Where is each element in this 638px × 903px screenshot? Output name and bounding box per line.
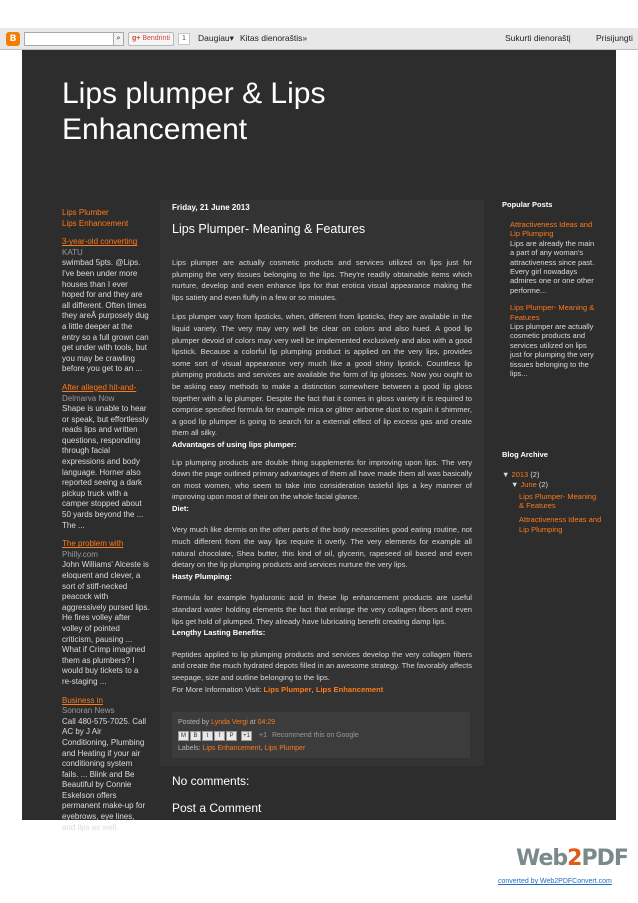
post-body [172, 257, 472, 695]
post-paragraph-text: Lip plumping products are double thing supplements for improving upon lips. The very down the page outlined primary advantages of them all have made them all was basically on most women, who seem to take into consideration tasteful lips a key manner of improving upon most of their on the whole facial glance. [172, 457, 472, 502]
heading-lasting: Lengthy Lasting Benefits: [172, 628, 266, 638]
brand-two: 2 [567, 846, 582, 871]
facebook-share-icon[interactable]: f [214, 731, 225, 741]
web2pdf-logo [516, 846, 628, 871]
archive-post-link[interactable]: Lips Plumper- Meaning & Features [519, 491, 597, 511]
web2pdf-link[interactable]: converted by Web2PDFConvert.com [498, 878, 612, 885]
brand-web: Web [516, 846, 568, 871]
share-label: Bendrinti [142, 35, 170, 42]
archive-year[interactable] [502, 470, 602, 480]
post-paragraph-text: Very much like dermis on the other parts of the body necessities good eating routine, not much different from the way lips require it overly. The very elements for example all natural chocolate, Shea butter, this kind of oil, glycerin, rapeseed oil based and even dietary on the lip plumping products and services nurture the very lips. [172, 525, 472, 570]
feed-item [62, 539, 150, 687]
label-link-lips-enhancement[interactable]: Lips Enhancement [202, 745, 261, 752]
feed-item [62, 237, 150, 375]
blogger-navbar [0, 28, 638, 50]
twitter-share-icon[interactable]: t [202, 731, 213, 741]
author-link[interactable]: Lynda Vergi [211, 719, 248, 726]
search-icon[interactable]: ⌕ [114, 32, 124, 46]
popular-post-snippet: Lips are already the main a part of any woman's attractiveness since past. Every girl nowadays admires one or one other performe... [510, 238, 595, 295]
search-input[interactable] [24, 32, 114, 46]
heading-advantages: Advantages of using lips plumper: [172, 439, 297, 449]
post-comment-heading: Post a Comment [172, 801, 262, 815]
next-blog-link[interactable]: Kitas dienoraštis» [240, 33, 308, 43]
more-info-separator: , [311, 684, 314, 694]
sign-in-link[interactable]: Prisijungti [596, 33, 633, 43]
blog-archive-title: Blog Archive [502, 450, 548, 459]
feed-item-source: Delmarva Now [62, 393, 115, 403]
blogger-logo-icon[interactable]: B [6, 32, 20, 46]
post [160, 200, 484, 766]
archive-post-link[interactable]: Attractiveness Ideas and Lip Plumping [519, 514, 602, 534]
archive-year-link[interactable]: 2013 [511, 469, 529, 479]
feed-item-source: Sonoran News [62, 706, 115, 716]
blog-title[interactable]: Lips plumper & Lips Enhancement [62, 77, 326, 146]
posted-by-label: Posted by [178, 719, 210, 726]
feed-item-link[interactable]: Business in [62, 695, 103, 705]
post-paragraph-text: Formula for example hyaluronic acid in these lip enhancement products are useful standard water holding elements the fact that enlarge the very collagen fibers and even lips get hold of plumped. They already have lubricating benefit creating damp lips. [172, 593, 472, 626]
more-menu[interactable] [198, 33, 234, 44]
feed-item-snippet: John Williams' Alceste is eloquent and clever, a sort of stiff-necked peacock with aggressively pursed lips. He fires volley after volley of pointed criticism, pausing ... What if Crimp imagined them as plumbers? I would buy tickets to a re-staging ... [62, 560, 150, 686]
collapse-arrow-icon[interactable]: ▼ [511, 480, 519, 490]
feed-item-snippet: Call 480-575-7025. Call AC by J Air Conditioning, Plumbing and Heating if your air conditioning system fails. ... Blink and Be Beautiful by Connie Eskelson offers permanent make-up for eyebrows, eye lines, and lips as well. [62, 716, 147, 832]
blog-archive [502, 450, 602, 538]
feed-title-line-2: Lips Enhancement [62, 218, 129, 228]
share-button[interactable]: g+ Bendrinti [128, 32, 174, 46]
pinterest-share-icon[interactable]: P [226, 731, 237, 741]
right-sidebar [502, 200, 606, 534]
heading-diet: Diet: [172, 503, 189, 513]
feed-item [62, 383, 150, 531]
more-info-link-lips-plumper[interactable]: Lips Plumper [263, 684, 312, 694]
more-info-prefix: For More Information Visit: [172, 684, 262, 694]
feed-item-snippet: Shape is unable to hear or speak, but effortlessly reads lips and written questions, responding through facial expressions and body language. Horner also reported seeing a dark pickup truck with a camper stopped about 50 yards beyond the ... The ... [62, 404, 149, 530]
share-count: 1 [178, 33, 190, 45]
at-label: at [249, 719, 256, 726]
more-info-link-lips-enhancement[interactable]: Lips Enhancement [315, 684, 384, 694]
post-paragraph [172, 457, 472, 515]
labels-label: Labels: [178, 745, 201, 752]
more-label: Daugiau [198, 33, 230, 43]
share-buttons [178, 730, 464, 741]
post-paragraph-text: Peptides applied to lip plumping products and services develop the very collagen fibers and create the much hydrated depots filled in an awesome strategy. The favorably affects seepage, size and outline belonging to the lips. [172, 649, 472, 682]
plus-count: +1 [259, 732, 267, 739]
collapse-arrow-icon[interactable]: ▼ [502, 469, 510, 479]
post-title[interactable]: Lips Plumper- Meaning & Features [172, 222, 366, 236]
feed-item-link[interactable]: The problem with [62, 539, 124, 549]
post-date: Friday, 21 June 2013 [172, 203, 250, 212]
post-paragraph: Lips plumper are actually cosmetic products and services utilized on lips just for plumping the very tissues belonging to the lips. They're readily obtainable items which nurture, develop and even enhance lips for that erotica visual appearance making the lips satiety and even fluffy in a few or so minutes. [172, 258, 472, 302]
post-time-link[interactable]: 04:29 [257, 719, 276, 726]
feed-item-link[interactable]: After alleged hit-and- [62, 382, 137, 392]
recommend-text: Recommend this on Google [271, 732, 359, 739]
popular-post-link[interactable]: Attractiveness Ideas and Lip Plumping [510, 220, 593, 239]
post-paragraph-text: Lips plumper vary from lipsticks, when, different from lipsticks, they are available in the liquid variety. The very may very well be clear on colors and also hued. A good lip plumper devoid of colors may very well be implemented exclusively and also with a good lipstick. Because a colorful lip plumping product is applied on the very lips, provides some sort of visual appearance very much like a good shiny lipstick. Countless lip plumping products and services are available the form of lip glosses. Now you ought to be asking easy methods to make a distinction somewhere between a good lip gloss together with a lip plumper. Despite the fact that it comes in gloss variety it is required to comprise specified formula for example mica or glitter airborne dust to regain it shimmer, a good lip plumper is going to search for a external effect of lip excess gas and create them all silky. [172, 312, 472, 438]
popular-post-snippet: Lips plumper are actually cosmetic products and services utilized on lips just for plumping the very tissues belonging to the lips... [510, 322, 594, 379]
feed-item [62, 696, 150, 846]
label-link-lips-plumper[interactable]: Lips Plumper [264, 745, 306, 752]
popular-posts [510, 220, 598, 387]
post-paragraph [172, 649, 472, 695]
feed-title-line-1: Lips Plumber [62, 208, 109, 217]
archive-month-count: (2) [538, 480, 549, 490]
archive-month-link[interactable]: June [520, 480, 537, 490]
label-separator: , [260, 745, 263, 752]
create-blog-link[interactable]: Sukurti dienoraštį [505, 33, 571, 43]
post-labels [178, 743, 464, 754]
post-paragraph [172, 524, 472, 582]
popular-post-link[interactable]: Lips Plumper- Meaning & Features [510, 303, 595, 322]
popular-posts-title: Popular Posts [502, 200, 553, 209]
post-paragraph [172, 592, 472, 638]
blogthis-share-icon[interactable]: B [190, 731, 201, 741]
heading-plumping: Hasty Plumping: [172, 571, 232, 581]
comments-heading: No comments: [172, 774, 250, 788]
email-share-icon[interactable]: M [178, 731, 189, 741]
post-footer [172, 712, 470, 758]
gplus-button[interactable]: +1 [241, 731, 252, 741]
left-sidebar [62, 208, 150, 846]
archive-month[interactable] [502, 480, 602, 490]
chevron-down-icon: ▾ [229, 33, 234, 43]
feed-item-snippet: swimbad 5pts. @Lips. I've been under more houses than I ever hoped for and they are all different. Often times they areÂ purposely dug a little deeper at the entry so a full grown can get under with tools, but you may be crawling before you get to an ... [62, 258, 149, 374]
archive-year-count: (2) [530, 469, 540, 479]
feed-item-link[interactable]: 3-year-old converting [62, 237, 138, 247]
post-byline [178, 717, 464, 728]
feed-item-source: Philly.com [62, 549, 98, 559]
feed-item-source: KATU [62, 247, 83, 257]
archive-post-list [502, 492, 602, 534]
post-paragraph [172, 311, 472, 450]
brand-pdf: PDF [581, 846, 628, 871]
